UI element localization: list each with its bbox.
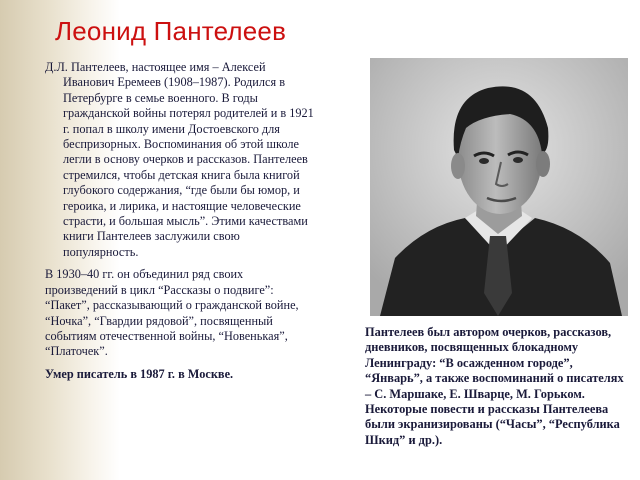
biography-paragraph: Д.Л. Пантелеев, настоящее имя – Алексей Иванович Еремеев (1908–1987). Родился в Петербурге в семье военного. В годы гражданской войны потерял родителей и в 1921 г. попал в школу имени Достоевского для беспризорных. Воспоминания об этой школе легли в основу очерков и рассказов. Пантелеев стремился, чтобы детская книга была книгой глубокого содержания, “где были бы юмор, и героика, и лирика, и настоящие человеческие страсти, и большая мысль”. Этими качествами книги Пантелеев заслужили свою популярность. [45, 60, 314, 259]
portrait-image [370, 58, 628, 316]
death-paragraph: Умер писатель в 1987 г. в Москве. [45, 366, 234, 381]
biography-text [45, 60, 315, 389]
works-paragraph: В 1930–40 гг. он объединил ряд своих произведений в цикл “Рассказы о подвиге”: “Пакет”, рассказывающий о гражданской войне, “Ночка”, “Гвардии рядовой”, посвященный событиям отечественной войны, “Новенькая”, “Платочек”. [45, 267, 299, 359]
slide-title: Леонид Пантелеев [55, 16, 287, 46]
portrait-photo [370, 58, 628, 316]
photo-caption: Пантелеев был автором очерков, рассказов, дневников, посвященных блокадному Ленинграду: “В осажденном городе”, “Январь”, а также воспоминаний о писателях – С. Маршаке, Е. Шварце, М. Горьком. Некоторые повести и рассказы Пантелеева были экранизированы (“Часы”, “Республика Шкид” и др.). [365, 325, 624, 447]
